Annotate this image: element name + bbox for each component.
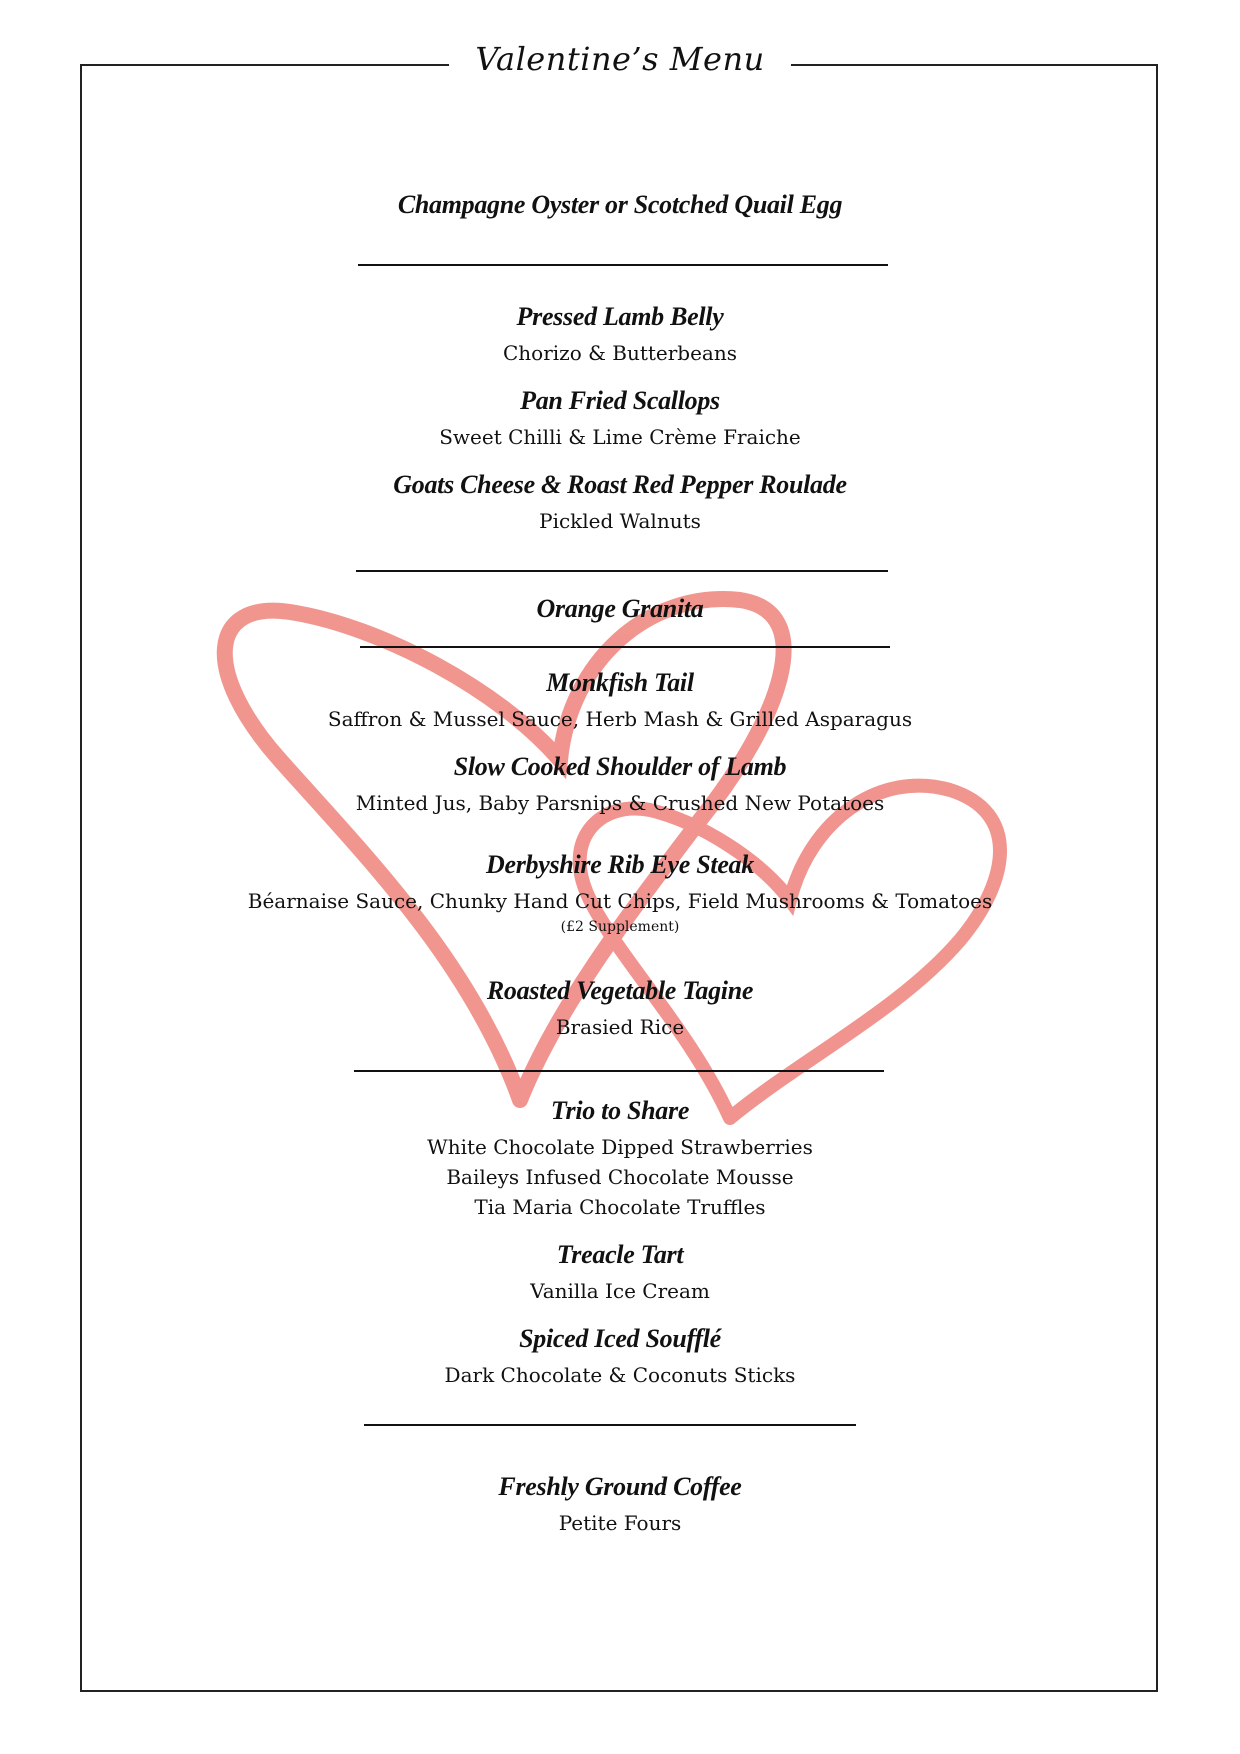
dessert-3-name: Spiced Iced Soufflé <box>519 1324 721 1353</box>
starter-3-desc: Pickled Walnuts <box>539 509 701 533</box>
dessert-2-desc: Vanilla Ice Cream <box>530 1279 710 1303</box>
menu-title: Valentine’s Menu <box>449 40 790 78</box>
dessert-2-name: Treacle Tart <box>556 1240 684 1269</box>
main-3-name: Derbyshire Rib Eye Steak <box>486 850 754 879</box>
divider-4 <box>354 1070 884 1072</box>
amuse-dish: Champagne Oyster or Scotched Quail Egg <box>397 190 843 219</box>
title-wrap <box>0 40 1240 78</box>
starter-1-desc: Chorizo & Butterbeans <box>502 341 738 365</box>
palate-cleanser: Orange Granita <box>536 594 704 623</box>
starter-2-name: Pan Fried Scallops <box>520 386 720 415</box>
main-3-supplement-note: (£2 Supplement) <box>560 919 680 935</box>
dessert-1-line-3: Tia Maria Chocolate Truffles <box>474 1195 766 1219</box>
starter-1-name: Pressed Lamb Belly <box>516 302 724 331</box>
coffee-desc: Petite Fours <box>558 1511 682 1535</box>
dessert-1-line-2: Baileys Infused Chocolate Mousse <box>446 1165 794 1189</box>
main-4-desc: Brasied Rice <box>555 1015 685 1039</box>
starter-2-desc: Sweet Chilli & Lime Crème Fraiche <box>439 425 801 449</box>
main-2-name: Slow Cooked Shoulder of Lamb <box>453 752 787 781</box>
main-3-desc: Béarnaise Sauce, Chunky Hand Cut Chips, Field Mushrooms & Tomatoes <box>247 889 993 913</box>
main-1-name: Monkfish Tail <box>546 668 694 697</box>
divider-5 <box>364 1424 856 1426</box>
divider-3 <box>360 646 890 648</box>
dessert-1-name: Trio to Share <box>550 1096 690 1125</box>
main-4-name: Roasted Vegetable Tagine <box>486 976 754 1005</box>
divider-1 <box>358 264 888 266</box>
main-1-desc: Saffron & Mussel Sauce, Herb Mash & Grilled Asparagus <box>327 707 913 731</box>
dessert-1-line-1: White Chocolate Dipped Strawberries <box>427 1135 813 1159</box>
coffee-name: Freshly Ground Coffee <box>498 1472 742 1501</box>
starter-3-name: Goats Cheese & Roast Red Pepper Roulade <box>393 470 847 499</box>
main-2-desc: Minted Jus, Baby Parsnips & Crushed New Potatoes <box>355 791 885 815</box>
divider-2 <box>356 570 888 572</box>
dessert-3-desc: Dark Chocolate & Coconuts Sticks <box>444 1363 796 1387</box>
